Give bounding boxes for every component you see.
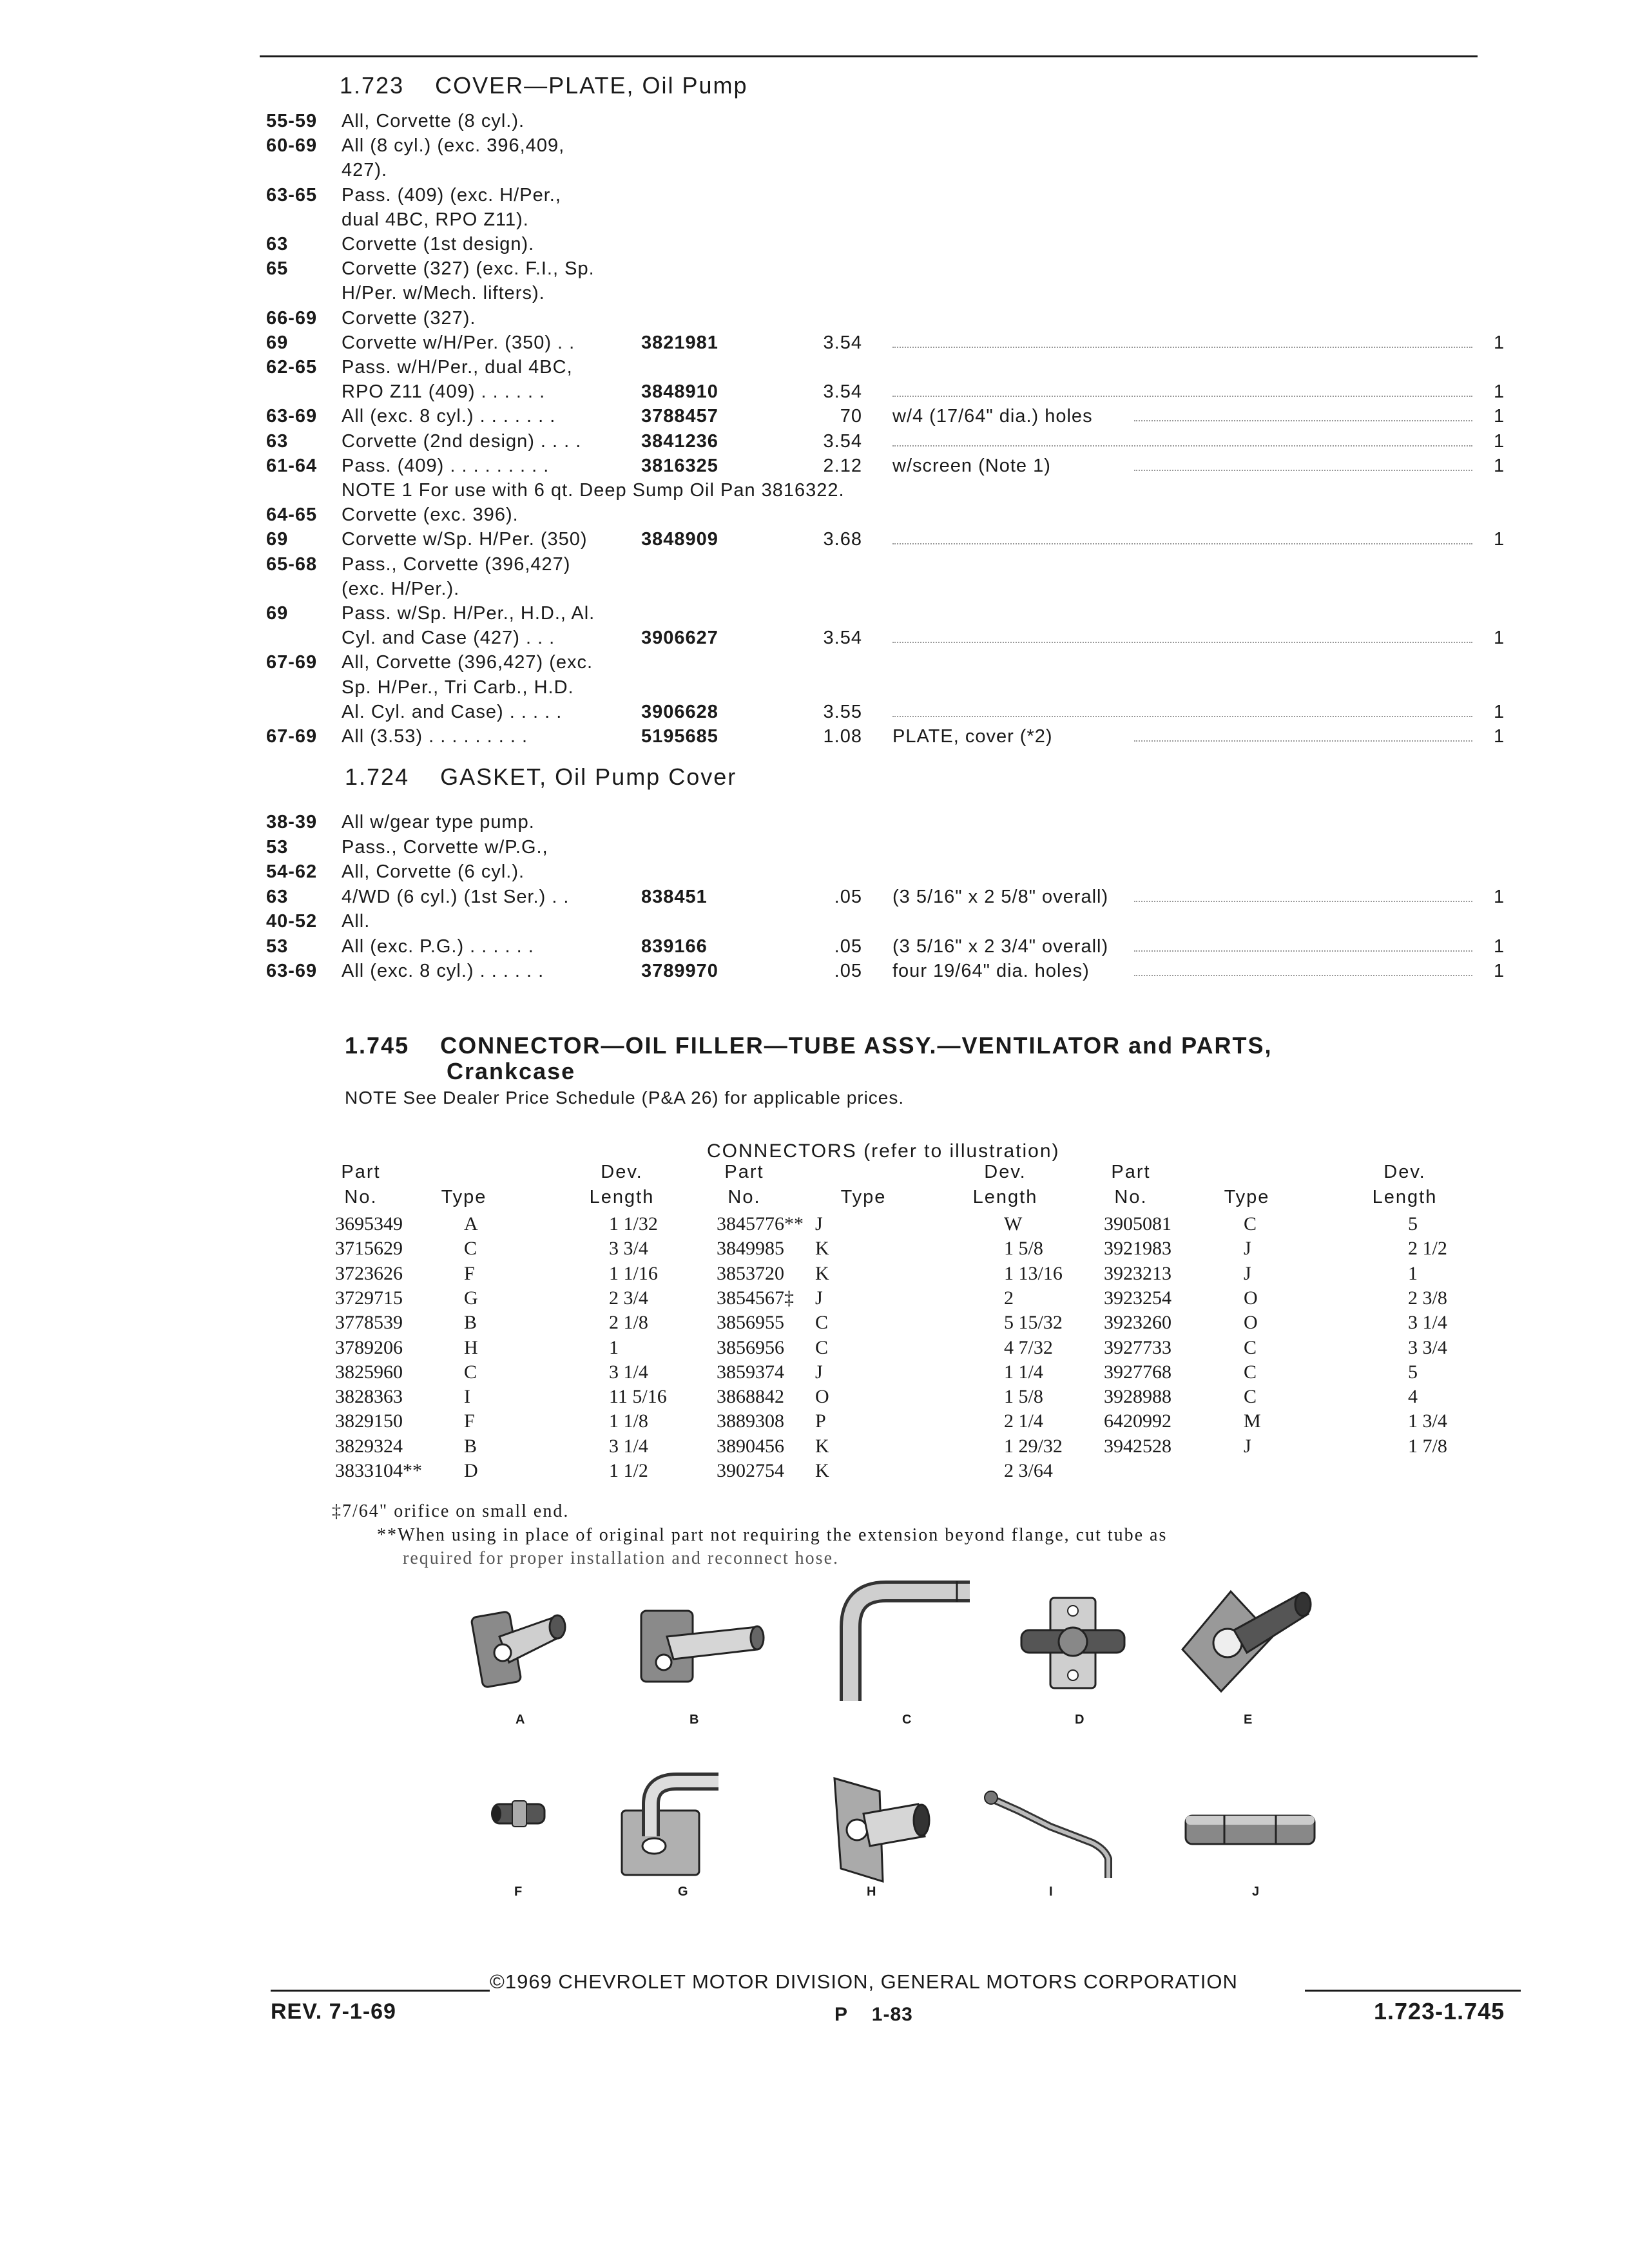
connector-dev-length: 5 [1408,1213,1418,1235]
connector-type: K [815,1460,829,1481]
unit-price: 3.54 [823,430,862,452]
connector-part-number: 3927768 [1104,1361,1171,1383]
illustration-label-e: E [1244,1713,1253,1727]
application-description: All (8 cyl.) (exc. 396,409, [342,135,565,157]
quantity: 1 [1494,961,1505,981]
connector-type: B [464,1312,477,1334]
leader-dots [1134,406,1472,421]
connector-dev-length: 2 1/2 [1408,1238,1447,1260]
application-description: All (exc. 8 cyl.) . . . . . . . [342,406,556,427]
model-years: 55-59 [266,111,318,131]
part-remark: (3 5/16" x 2 3/4" overall) [892,936,1109,957]
parts-row [0,603,1629,629]
connector-part-number: 3829150 [335,1410,403,1432]
section-number: 1.745 [345,1032,410,1059]
application-description: Al. Cyl. and Case) . . . . . [342,701,563,722]
parts-row [0,283,1629,309]
connector-part-number: 3778539 [335,1312,403,1334]
connector-part-number: 3868842 [717,1386,784,1408]
connector-type: C [464,1238,477,1260]
connector-dev-length: 3 1/4 [1408,1312,1447,1334]
connector-part-number: 3828363 [335,1386,403,1408]
connector-type: A [464,1213,478,1235]
connector-dev-length: 3 3/4 [609,1238,648,1260]
parts-row [0,911,1629,937]
application-description: Corvette (327). [342,307,476,329]
parts-row [0,887,1629,912]
parts-row [0,652,1629,678]
model-years: 65 [266,258,289,280]
unit-price: 1.08 [823,726,862,747]
illustration-label-j: J [1252,1885,1260,1899]
quantity: 1 [1494,628,1505,649]
connector-type: B [464,1435,477,1457]
part-remark: (3 5/16" x 2 5/8" overall) [892,886,1109,907]
model-years: 53 [266,836,289,858]
application-description: Pass., Corvette (396,427) [342,553,571,575]
connector-dev-length: 1 1/32 [609,1213,658,1235]
connector-part-number: 3923213 [1104,1262,1171,1284]
connector-type: M [1244,1410,1261,1432]
application-description: All w/gear type pump. [342,812,535,832]
connector-part-number: 3825960 [335,1361,403,1383]
application-description: Pass. w/H/Per., dual 4BC, [342,357,573,378]
section-heading: GASKET, Oil Pump Cover [440,764,737,790]
footer-rule-left [271,1990,490,1992]
section-1745-title-line2: Crankcase [447,1058,576,1084]
application-description: All (3.53) . . . . . . . . . [342,726,528,747]
model-years: 63-65 [266,184,318,206]
connector-type: K [815,1238,829,1260]
parts-row [0,837,1629,863]
application-description: Corvette (2nd design) . . . . [342,430,582,452]
model-years: 40-52 [266,911,318,932]
connector-illustration-b [622,1591,770,1695]
model-years: 63-69 [266,961,318,981]
application-description: Corvette (1st design). [342,234,535,255]
model-years: 63 [266,234,289,255]
section-1745-title [345,1032,1273,1059]
parts-row [0,812,1629,838]
connector-type: C [815,1312,829,1334]
connector-dev-length: 2 3/64 [1004,1460,1053,1481]
connector-type: K [815,1262,829,1284]
dev-length-header: Length [1372,1187,1438,1207]
quantity: 1 [1494,529,1505,550]
connector-type: C [1244,1213,1257,1235]
part-number: 3906627 [641,628,718,649]
application-description: Pass. w/Sp. H/Per., H.D., Al. [342,603,595,624]
application-description: H/Per. w/Mech. lifters). [342,283,545,304]
connector-illustration-h [822,1765,938,1888]
connector-part-number: 3856955 [717,1312,784,1334]
parts-row [0,111,1629,137]
parts-row [0,936,1629,962]
type-header: Type [1224,1187,1270,1207]
connector-type: P [815,1410,826,1432]
part-remark: w/screen (Note 1) [892,455,1051,476]
leader-dots [892,702,1472,717]
quantity: 1 [1494,726,1505,747]
parts-row [0,209,1629,235]
model-years: 63-69 [266,406,318,427]
connector-type: I [464,1386,470,1408]
connector-illustration-a [464,1591,574,1701]
part-no-header: Part [341,1162,381,1182]
parts-row [0,357,1629,383]
parts-row [0,726,1629,752]
connector-part-number: 3833104** [335,1460,422,1481]
parts-row [0,160,1629,186]
leader-dots [1134,961,1472,976]
leader-dots [1134,887,1472,902]
connector-dev-length: 1 [1408,1262,1418,1284]
connector-type: J [815,1213,823,1235]
model-years: 38-39 [266,812,318,832]
footnote-extension-line2: required for proper installation and reconnect hose. [403,1548,840,1568]
connector-part-number: 3928988 [1104,1386,1171,1408]
application-description: 4/WD (6 cyl.) (1st Ser.) . . [342,886,570,907]
connector-type: F [464,1410,475,1432]
connectors-heading: CONNECTORS (refer to illustration) [707,1140,1060,1162]
parts-row [0,579,1629,604]
connector-dev-length: 2 3/8 [1408,1287,1447,1309]
part-remark: PLATE, cover (*2) [892,726,1053,747]
unit-price: 3.54 [823,332,862,353]
quantity: 1 [1494,455,1505,476]
parts-row [0,961,1629,986]
connector-illustration-g [615,1772,725,1881]
connector-part-number: 3853720 [717,1262,784,1284]
parts-row [0,677,1629,703]
unit-price: 3.55 [823,701,862,722]
application-description: All, Corvette (8 cyl.). [342,111,525,131]
footer-section-range: 1.723-1.745 [1374,1998,1505,2024]
connector-part-number: 3723626 [335,1262,403,1284]
connector-type: D [464,1460,478,1481]
unit-price: 2.12 [823,455,862,476]
parts-row [0,406,1629,432]
application-description: All, Corvette (396,427) (exc. [342,652,593,673]
illustration-label-g: G [678,1885,688,1899]
parts-row [0,480,1629,506]
model-years: 67-69 [266,726,318,747]
connector-part-number: 3890456 [717,1435,784,1457]
top-rule [260,55,1478,57]
connector-part-number: 3715629 [335,1238,403,1260]
part-number: 3821981 [641,332,718,353]
connector-part-number: 3905081 [1104,1213,1171,1235]
part-number: 3906628 [641,701,718,722]
model-years: 63 [266,430,289,452]
unit-price: 70 [840,406,862,427]
illustration-label-a: A [516,1713,525,1727]
part-number: 3788457 [641,406,718,427]
leader-dots [892,332,1472,348]
footer-rule-right [1305,1990,1521,1992]
unit-price: 3.54 [823,381,862,403]
application-description: Sp. H/Per., Tri Carb., H.D. [342,677,574,698]
part-remark: four 19/64" dia. holes) [892,961,1090,981]
connector-dev-length: 1 1/16 [609,1262,658,1284]
parts-row [0,308,1629,334]
connector-dev-length: 1 5/8 [1004,1238,1043,1260]
illustration-label-f: F [514,1885,523,1899]
connector-type: O [1244,1312,1258,1334]
model-years: 64-65 [266,505,318,526]
connector-illustration-c [828,1572,976,1707]
connector-dev-length: 4 7/32 [1004,1336,1053,1358]
unit-price: 3.68 [823,529,862,550]
leader-dots [1134,936,1472,952]
part-number: 839166 [641,936,708,957]
part-number: 3848909 [641,529,718,550]
connector-part-number: 3849985 [717,1238,784,1260]
connector-type: J [1244,1262,1251,1284]
quantity: 1 [1494,701,1505,722]
illustration-label-i: I [1049,1885,1053,1899]
leader-dots [892,628,1472,643]
application-description: Pass., Corvette w/P.G., [342,836,548,858]
section-number: 1.723 [340,72,405,99]
unit-price: .05 [834,961,862,981]
connector-illustration-e [1170,1579,1318,1701]
footer-copyright: ©1969 CHEVROLET MOTOR DIVISION, GENERAL MOTORS CORPORATION [490,1970,1238,1993]
connector-part-number: 3859374 [717,1361,784,1383]
type-header: Type [840,1187,887,1207]
part-remark: w/4 (17/64" dia.) holes [892,406,1093,427]
connector-illustration-d [1015,1591,1131,1701]
application-description: NOTE 1 For use with 6 qt. Deep Sump Oil Pan 3816322. [342,480,845,501]
model-years: 63 [266,886,289,907]
application-description: Corvette w/Sp. H/Per. (350) [342,529,588,550]
application-description: Cyl. and Case (427) . . . [342,628,555,649]
connector-dev-length: 1 [609,1336,619,1358]
connector-dev-length: 3 3/4 [1408,1336,1447,1358]
dev-length-header: Length [589,1187,655,1207]
model-years: 67-69 [266,652,318,673]
connector-dev-length: 1 13/16 [1004,1262,1063,1284]
parts-row [0,258,1629,284]
connector-dev-length: 1 7/8 [1408,1435,1447,1457]
connector-dev-length: 1 29/32 [1004,1435,1063,1457]
connector-type: K [815,1435,829,1457]
connector-part-number: 3942528 [1104,1435,1171,1457]
part-no-header: Part [1111,1162,1151,1182]
model-years: 62-65 [266,357,318,378]
connector-part-number: 3902754 [717,1460,784,1481]
model-years: 69 [266,332,289,353]
connector-illustration-f [487,1794,557,1833]
connector-type: J [1244,1435,1251,1457]
footnote-orifice: ‡7/64" orifice on small end. [332,1501,570,1521]
connector-part-number: 3829324 [335,1435,403,1457]
illustration-label-d: D [1075,1713,1084,1727]
model-years: 54-62 [266,861,318,882]
part-number: 3816325 [641,455,718,476]
application-description: Corvette (327) (exc. F.I., Sp. [342,258,595,280]
connector-type: C [1244,1386,1257,1408]
model-years: 65-68 [266,553,318,575]
application-description: All, Corvette (6 cyl.). [342,861,525,882]
connector-dev-length: 11 5/16 [609,1386,667,1408]
application-description: RPO Z11 (409) . . . . . . [342,381,546,403]
parts-row [0,554,1629,580]
parts-row [0,861,1629,887]
parts-row [0,431,1629,457]
connector-dev-length: 2 1/4 [1004,1410,1043,1432]
connector-type: F [464,1262,475,1284]
connector-part-number: 3845776** [717,1213,804,1235]
dev-length-header: Dev. [984,1162,1027,1182]
connector-type: O [815,1386,829,1408]
connector-type: C [464,1361,477,1383]
connector-part-number: 3921983 [1104,1238,1171,1260]
connector-dev-length: 3 1/4 [609,1361,648,1383]
model-years: 69 [266,529,289,550]
model-years: 69 [266,603,289,624]
connector-part-number: 6420992 [1104,1410,1171,1432]
connector-dev-length: 2 3/4 [609,1287,648,1309]
connector-dev-length: 5 15/32 [1004,1312,1063,1334]
connector-type: O [1244,1287,1258,1309]
quantity: 1 [1494,430,1505,452]
application-description: Corvette (exc. 396). [342,505,519,526]
parts-row [0,529,1629,555]
application-description: All (exc. P.G.) . . . . . . [342,936,534,957]
parts-row [0,135,1629,161]
section-heading: COVER—PLATE, Oil Pump [435,72,748,99]
connector-dev-length: 2 [1004,1287,1014,1309]
section-1723-title [340,72,748,99]
connector-dev-length: 1 1/8 [609,1410,648,1432]
parts-row [0,505,1629,530]
application-description: Pass. (409) (exc. H/Per., [342,184,561,206]
connector-type: G [464,1287,478,1309]
parts-row [0,702,1629,727]
leader-dots [892,381,1472,397]
section-1724-title [345,764,737,791]
connector-part-number: 3927733 [1104,1336,1171,1358]
dev-length-header: Length [972,1187,1038,1207]
section-number: 1.724 [345,764,410,790]
section-1745-note: NOTE See Dealer Price Schedule (P&A 26) for applicable prices. [345,1088,905,1108]
footer-page-number: P 1-83 [834,2004,913,2025]
part-no-header: No. [728,1187,761,1207]
connector-dev-length: 1 1/2 [609,1460,648,1481]
connector-type: C [1244,1336,1257,1358]
model-years: 66-69 [266,307,318,329]
leader-dots [1134,456,1472,471]
unit-price: .05 [834,886,862,907]
illustration-label-h: H [867,1885,876,1899]
leader-dots [1134,726,1472,742]
application-description: Pass. (409) . . . . . . . . . [342,455,550,476]
connector-part-number: 3923254 [1104,1287,1171,1309]
connector-type: J [815,1287,823,1309]
application-description: dual 4BC, RPO Z11). [342,209,529,230]
connector-part-number: 3695349 [335,1213,403,1235]
connector-part-number: 3854567‡ [717,1287,794,1309]
connector-part-number: 3923260 [1104,1312,1171,1334]
connector-part-number: 3889308 [717,1410,784,1432]
application-description: 427). [342,160,388,181]
leader-dots [892,431,1472,447]
connector-type: J [1244,1238,1251,1260]
quantity: 1 [1494,886,1505,907]
quantity: 1 [1494,332,1505,353]
parts-row [0,381,1629,407]
quantity: 1 [1494,406,1505,427]
parts-row [0,234,1629,260]
footnote-extension-line1: **When using in place of original part not requiring the extension beyond flange, cut tube as [377,1525,1168,1545]
connector-dev-length: W [1004,1213,1023,1235]
quantity: 1 [1494,936,1505,957]
model-years: 60-69 [266,135,318,157]
parts-row [0,332,1629,358]
connector-dev-length: 3 1/4 [609,1435,648,1457]
part-number: 3789970 [641,961,718,981]
connector-illustration-j [1179,1804,1321,1856]
quantity: 1 [1494,381,1505,403]
parts-row [0,185,1629,211]
part-number: 838451 [641,886,708,907]
connector-type: J [815,1361,823,1383]
connector-illustration-i [979,1785,1121,1881]
illustration-label-b: B [689,1713,699,1727]
type-header: Type [441,1187,487,1207]
connector-part-number: 3789206 [335,1336,403,1358]
dev-length-header: Dev. [1383,1162,1426,1182]
part-no-header: Part [724,1162,764,1182]
unit-price: .05 [834,936,862,957]
footer-revision: REV. 7-1-69 [271,1999,396,2024]
parts-row [0,456,1629,481]
leader-dots [892,529,1472,544]
part-no-header: No. [344,1187,378,1207]
application-description: (exc. H/Per.). [342,578,460,599]
connector-part-number: 3856956 [717,1336,784,1358]
connector-dev-length: 5 [1408,1361,1418,1383]
parts-row [0,628,1629,653]
application-description: All. [342,911,371,932]
dev-length-header: Dev. [601,1162,643,1182]
illustration-label-c: C [902,1713,912,1727]
connector-part-number: 3729715 [335,1287,403,1309]
connector-dev-length: 1 5/8 [1004,1386,1043,1408]
connector-type: H [464,1336,478,1358]
model-years: 61-64 [266,455,318,476]
application-description: Corvette w/H/Per. (350) . . [342,332,575,353]
connector-dev-length: 1 3/4 [1408,1410,1447,1432]
part-number: 5195685 [641,726,718,747]
application-description: All (exc. 8 cyl.) . . . . . . [342,961,545,981]
connector-dev-length: 4 [1408,1386,1418,1408]
connector-type: C [1244,1361,1257,1383]
connector-dev-length: 1 1/4 [1004,1361,1043,1383]
part-number: 3841236 [641,430,718,452]
part-no-header: No. [1114,1187,1148,1207]
connector-dev-length: 2 1/8 [609,1312,648,1334]
model-years: 53 [266,936,289,957]
part-number: 3848910 [641,381,718,403]
section-heading: CONNECTOR—OIL FILLER—TUBE ASSY.—VENTILATOR and PARTS, [440,1032,1273,1059]
connector-type: C [815,1336,829,1358]
unit-price: 3.54 [823,628,862,649]
